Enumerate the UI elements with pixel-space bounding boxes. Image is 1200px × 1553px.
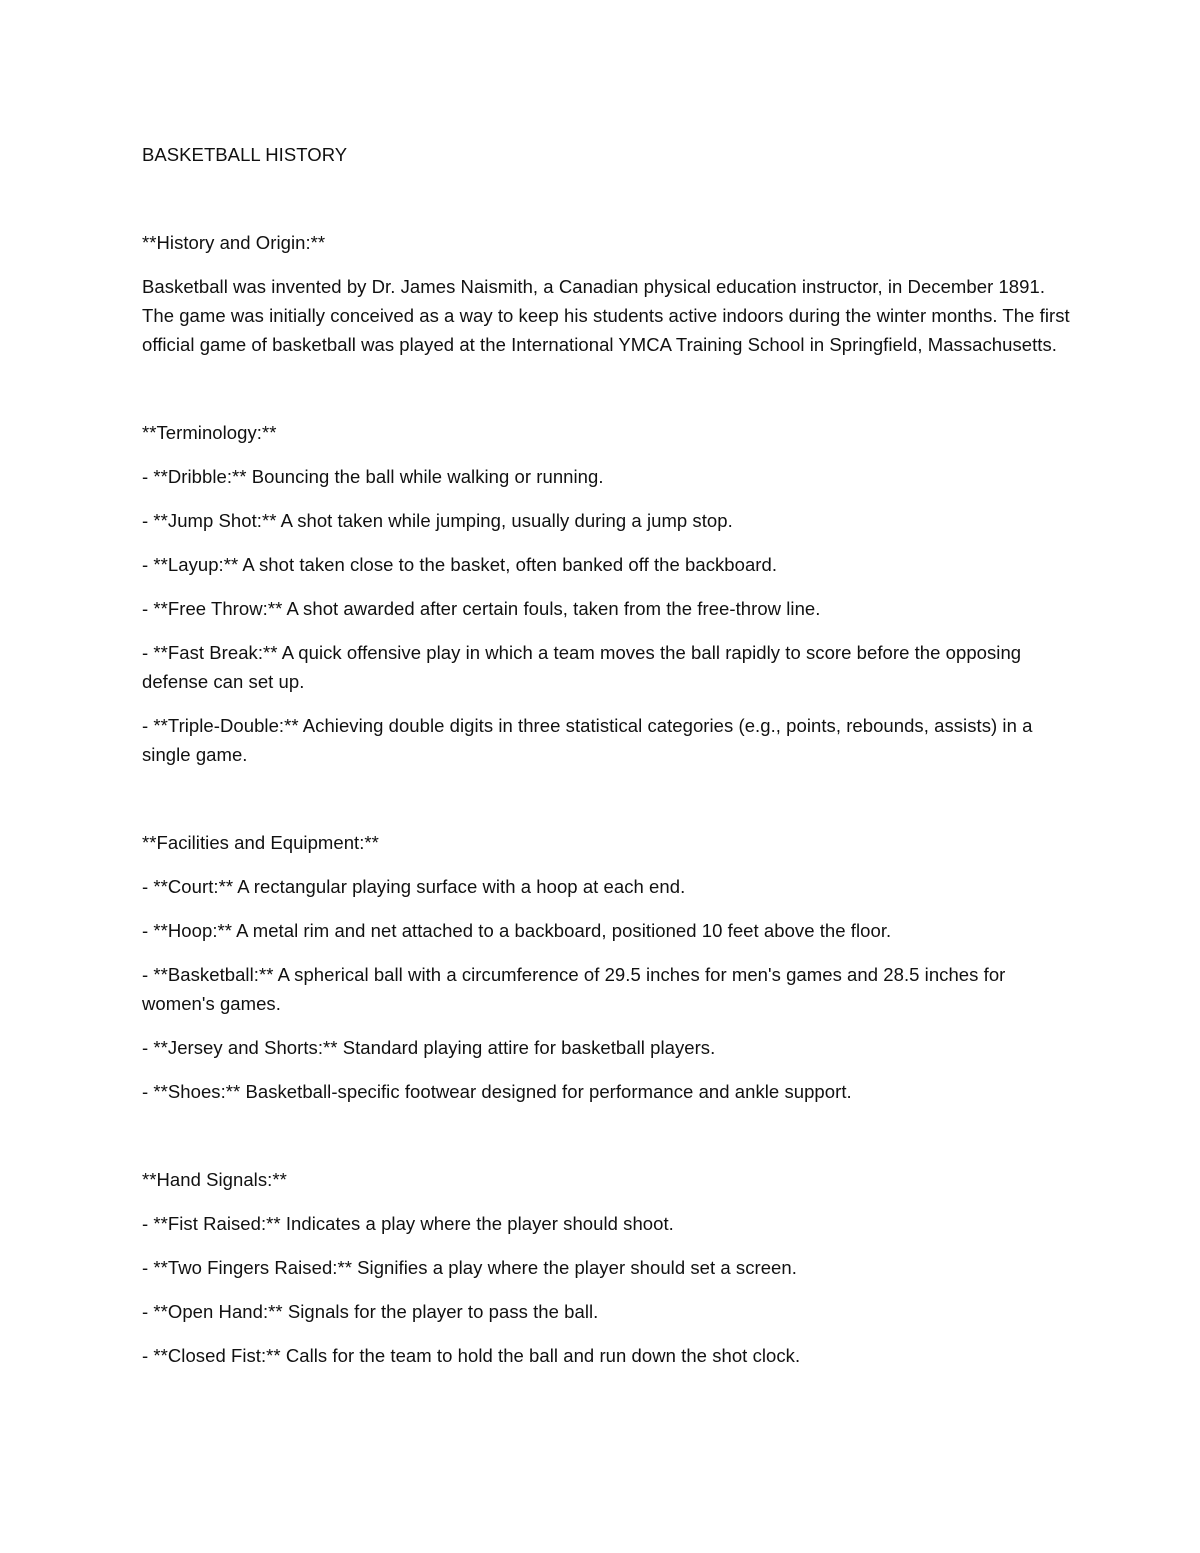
section-paragraph: Basketball was invented by Dr. James Naismith, a Canadian physical education instructor, in December 1891. The game was initially conceived as a way to keep his students active indoors during the winter months. The first official game of basketball was played at the International YMCA Training School in Springfield, Massachusetts.	[142, 276, 1070, 355]
list-item: - **Shoes:** Basketball-specific footwear designed for performance and ankle support.	[142, 1081, 852, 1102]
section-heading: **Hand Signals:**	[142, 1169, 287, 1190]
section-heading: **History and Origin:**	[142, 232, 326, 253]
list-item: - **Closed Fist:** Calls for the team to hold the ball and run down the shot clock.	[142, 1345, 801, 1366]
spacer	[142, 1106, 1072, 1165]
list-item: - **Fast Break:** A quick offensive play in which a team moves the ball rapidly to score before the opposing defense can set up.	[142, 642, 1022, 692]
list-item: - **Two Fingers Raised:** Signifies a play where the player should set a screen.	[142, 1257, 797, 1278]
section-heading: **Terminology:**	[142, 422, 277, 443]
list-item: - **Open Hand:** Signals for the player to pass the ball.	[142, 1301, 599, 1322]
list-item: - **Jersey and Shorts:** Standard playing attire for basketball players.	[142, 1037, 716, 1058]
section-facilities-equipment	[142, 828, 1072, 1106]
document-title: BASKETBALL HISTORY	[142, 144, 348, 165]
list-item: - **Hoop:** A metal rim and net attached to a backboard, positioned 10 feet above the floor.	[142, 920, 892, 941]
list-item: - **Free Throw:** A shot awarded after certain fouls, taken from the free-throw line.	[142, 598, 821, 619]
list-item: - **Layup:** A shot taken close to the basket, often banked off the backboard.	[142, 554, 778, 575]
spacer	[142, 769, 1072, 828]
list-item: - **Fist Raised:** Indicates a play where the player should shoot.	[142, 1213, 674, 1234]
list-item: - **Jump Shot:** A shot taken while jumping, usually during a jump stop.	[142, 510, 733, 531]
document-body	[142, 140, 1072, 1370]
section-heading: **Facilities and Equipment:**	[142, 832, 379, 853]
list-item: - **Basketball:** A spherical ball with a circumference of 29.5 inches for men's games and 28.5 inches for women's games.	[142, 964, 1006, 1014]
section-history-origin	[142, 228, 1072, 359]
list-item: - **Dribble:** Bouncing the ball while walking or running.	[142, 466, 604, 487]
section-terminology	[142, 418, 1072, 769]
spacer	[142, 359, 1072, 418]
list-item: - **Court:** A rectangular playing surface with a hoop at each end.	[142, 876, 686, 897]
spacer	[142, 169, 1072, 228]
list-item: - **Triple-Double:** Achieving double digits in three statistical categories (e.g., points, rebounds, assists) in a single game.	[142, 715, 1033, 765]
section-hand-signals	[142, 1165, 1072, 1370]
